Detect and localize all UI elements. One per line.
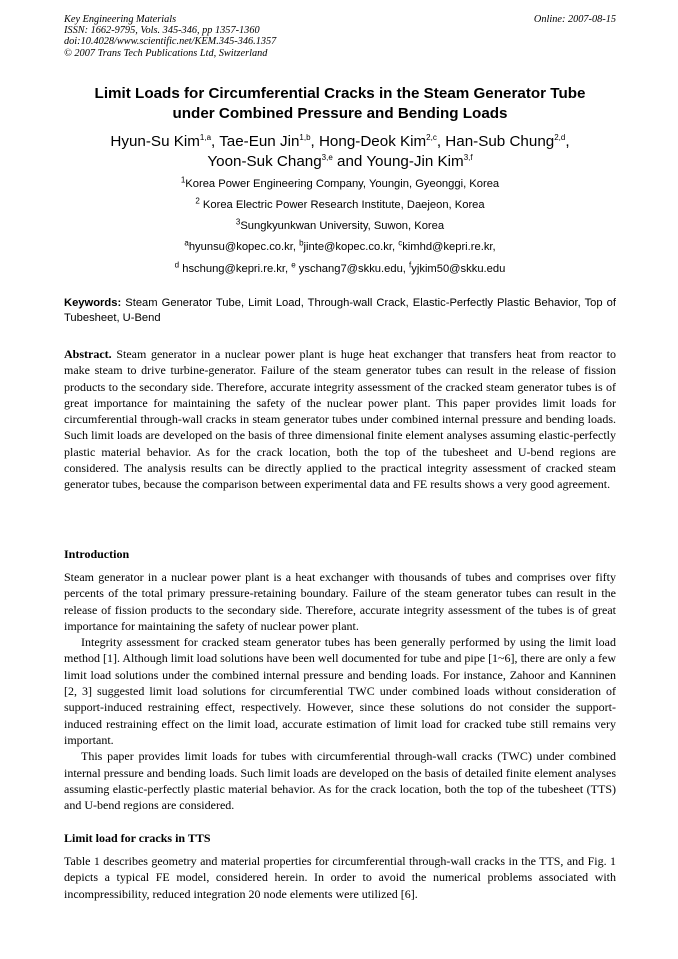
affiliation-1 xyxy=(60,177,620,191)
email-sup: e xyxy=(291,260,296,270)
affiliation-3 xyxy=(60,219,620,233)
email-address: hyunsu@kopec.co.kr, xyxy=(188,241,296,253)
paper-title xyxy=(60,84,620,123)
email-line-1 xyxy=(60,240,620,254)
author-sup: 2,c xyxy=(426,132,437,142)
email-sup: d xyxy=(174,260,180,270)
author-sup: 3,f xyxy=(463,152,473,162)
author-name: Hong-Deok Kim xyxy=(318,133,427,150)
title-line-1: Limit Loads for Circumferential Cracks in the Steam Generator Tube xyxy=(94,85,586,102)
email-address: kimhd@kepri.re.kr, xyxy=(402,241,496,253)
abstract xyxy=(64,346,616,493)
introduction-body xyxy=(64,569,616,813)
journal-name: Key Engineering Materials xyxy=(64,14,177,25)
keywords-text: Steam Generator Tube, Limit Load, Through-wall Crack, Elastic-Perfectly Plastic Behavior, Top of Tubesheet, U-Bend xyxy=(64,297,616,324)
abstract-text: Steam generator in a nuclear power plant is huge heat exchanger that transfers heat from reactor to make steam to drive turbine-generator. Failure of the steam generator tubes can result in the release of fission products to the secondary side. Therefore, accurate integrity assessment of the cracked steam generator tubes is of great importance for maintaining the safety of the nuclear power plant. This paper provides limit loads for circumferential through-wall cracks in steam generator tubes under combined internal pressure and bending loads. Such limit loads are developed on the basis of three dimensional finite element analyses assuming elastic-perfectly plastic material behavior. As for the crack location, both the top of the tubesheet and U-bend regions are considered. The analysis results can be directly applied to the practical integrity assessment of cracked steam generator tubes, because the comparison between experimental data and FE results shows a very good agreement. xyxy=(64,347,616,492)
email-sup: f xyxy=(409,260,412,270)
author-list xyxy=(60,132,620,172)
abstract-label: Abstract. xyxy=(64,347,112,361)
affiliation-2 xyxy=(60,198,620,212)
email-sup: c xyxy=(398,238,403,248)
journal-doi: doi:10.4028/www.scientific.net/KEM.345-346.1357 xyxy=(64,36,277,48)
keywords xyxy=(64,296,616,326)
author-name: Young-Jin Kim xyxy=(366,153,464,170)
author-name: Tae-Eun Jin xyxy=(219,133,300,150)
title-line-2: under Combined Pressure and Bending Loads xyxy=(172,104,508,122)
journal-issn: ISSN: 1662-9795, Vols. 345-346, pp 1357-1360 xyxy=(64,25,260,37)
affiliation-sup: 3 xyxy=(235,217,241,227)
introduction-heading: Introduction xyxy=(64,547,130,561)
affiliation-sup: 2 xyxy=(195,196,200,206)
author-sup: 1,b xyxy=(299,132,311,142)
author-sup: 3,e xyxy=(321,152,333,162)
online-date: Online: 2007-08-15 xyxy=(533,14,616,25)
author-line-1: Hyun-Su Kim$^{1,a}$, Tae-Eun Jin$^{1,b}$, Hong-Deok Kim$^{2,c}$, Han-Sub Chung$^{2,d}$, xyxy=(110,132,570,150)
email-address: yjkim50@skku.edu xyxy=(411,263,506,275)
intro-paragraph-1: Steam generator in a nuclear power plant is a heat exchanger with thousands of tubes and comprises over fifty percents of the total primary pressure-retaining boundary. Failure of the steam generator tubes can result in the release of fission products to the secondary side. Therefore, accurate integrity assessment of the tubes is of great importance for maintaining the safety of nuclear power plant. xyxy=(64,570,616,633)
email-address: hschung@kepri.re.kr, xyxy=(182,263,289,275)
section-paragraph-1: Table 1 describes geometry and material properties for circumferential through-wall cracks in the TTS, and Fig. 1 depicts a typical FE model, considered herein. In order to avoid the numerical problems associated with incompressibility, reduced integration 20 node elements were utilized [6]. xyxy=(64,854,616,901)
email-line-2 xyxy=(60,262,620,276)
affiliation-text: Sungkyunkwan University, Suwon, Korea xyxy=(240,220,445,232)
keywords-label: Keywords: xyxy=(64,297,122,309)
author-line-2: Yoon-Suk Chang$^{3,e}$ and Young-Jin Kim$^{3,f}$ xyxy=(207,152,473,170)
author-sup: 2,d xyxy=(554,132,566,142)
intro-paragraph-3: This paper provides limit loads for tubes with circumferential through-wall cracks (TWC) under combined internal pressure and bending loads. Such limit loads are developed on the basis of detailed finite element analyses assuming elastic-perfectly plastic material behavior. As for the crack location, both the top of the tubesheet (TTS) and U-bend regions are considered. xyxy=(64,749,616,813)
author-name: Hyun-Su Kim xyxy=(110,133,200,150)
intro-paragraph-2: Integrity assessment for cracked steam generator tubes has been generally performed by using the limit load method [1]. Although limit load solutions have been well documented for tube and pipe [1~6], there are only a few limit load solutions under the combined internal pressure and bending loads. For instance, Zahoor and Kanninen [2, 3] suggested limit load solutions for circumferential TWC under combined loads without consideration of support-induced restraining effect, respectively. However, since these solutions do not consider the support-induced restraining effect on the limit load, accurate estimation of limit load for cracked tube still remains very important. xyxy=(64,635,616,747)
author-name: Han-Sub Chung xyxy=(445,133,555,150)
affiliation-text: Korea Power Engineering Company, Youngin, Gyeonggi, Korea xyxy=(185,178,500,190)
email-address: jinte@kopec.co.kr, xyxy=(303,241,396,253)
affiliation-sup: 1 xyxy=(180,175,186,185)
section-heading: Limit load for cracks in TTS xyxy=(64,831,211,845)
journal-header xyxy=(64,14,616,59)
email-sup: b xyxy=(299,238,304,248)
email-sup: a xyxy=(184,238,189,248)
author-sup: 1,a xyxy=(199,132,212,142)
affiliation-text: Korea Electric Power Research Institute, Daejeon, Korea xyxy=(202,199,485,211)
journal-copyright: © 2007 Trans Tech Publications Ltd, Switzerland xyxy=(64,47,268,59)
author-name: Yoon-Suk Chang xyxy=(207,153,322,170)
section-body xyxy=(64,853,616,902)
email-address: yschang7@skku.edu, xyxy=(298,263,406,275)
